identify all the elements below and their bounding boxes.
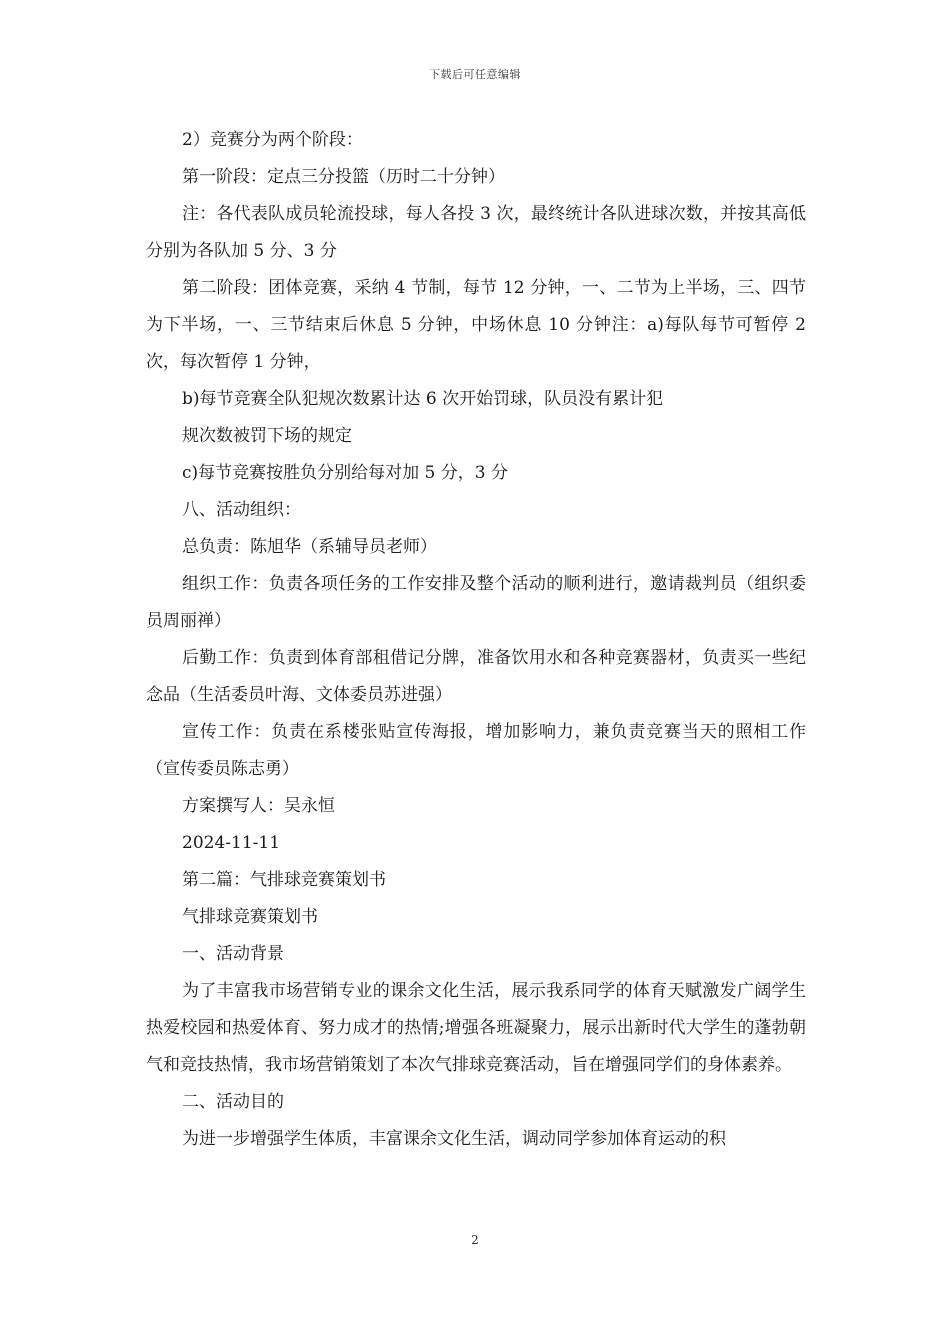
heading-background: 一、活动背景: [182, 944, 284, 964]
paragraph-stage-one-note: 注：各代表队成员轮流投球，每人各投 3 次，最终统计各队进球次数，并按其高低分别为各队加 5 分、3 分: [146, 204, 806, 261]
paragraph-lead: 总负责：陈旭华（系辅导员老师）: [182, 537, 437, 557]
paragraph-publicity: 宣传工作：负责在系楼张贴宣传海报，增加影响力，兼负责竞赛当天的照相工作（宣传委员陈志勇）: [146, 722, 806, 779]
paragraph-rule-b: b)每节竞赛全队犯规次数累计达 6 次开始罚球，队员没有累计犯: [182, 389, 664, 409]
paragraph-stages-intro: 2）竞赛分为两个阶段：: [182, 130, 363, 150]
paragraph-logistics: 后勤工作：负责到体育部租借记分牌，准备饮用水和各种竞赛器材，负责买一些纪念品（生活委员叶海、文体委员苏进强）: [146, 648, 806, 705]
heading-organization: 八、活动组织：: [182, 500, 301, 520]
paragraph-background: 为了丰富我市场营销专业的课余文化生活，展示我系同学的体育天赋激发广阔学生热爱校园和热爱体育、努力成才的热情;增强各班凝聚力，展示出新时代大学生的蓬勃朝气和竞技热情，我市场营销策划了本次气排球竞赛活动，旨在增强同学们的身体素养。: [146, 981, 806, 1075]
heading-part-two: 第二篇：气排球竞赛策划书: [182, 870, 386, 890]
page-header: 下载后可任意编辑: [429, 68, 521, 81]
paragraph-rule-c: c)每节竞赛按胜负分别给每对加 5 分，3 分: [182, 463, 508, 483]
paragraph-organizing: 组织工作：负责各项任务的工作安排及整个活动的顺利进行，邀请裁判员（组织委员周丽禅）: [146, 574, 806, 631]
paragraph-purpose: 为进一步增强学生体质，丰富课余文化生活，调动同学参加体育运动的积: [182, 1129, 726, 1149]
page-number: 2: [471, 1233, 479, 1247]
heading-plan-title: 气排球竞赛策划书: [182, 907, 318, 927]
paragraph-stage-one: 第一阶段：定点三分投篮（历时二十分钟）: [182, 167, 505, 187]
paragraph-author: 方案撰写人：吴永恒: [182, 796, 335, 816]
heading-purpose: 二、活动目的: [182, 1092, 284, 1112]
paragraph-stage-two: 第二阶段：团体竞赛，采纳 4 节制，每节 12 分钟，一、二节为上半场，三、四节为下半场，一、三节结束后休息 5 分钟，中场休息 10 分钟注：a)每队每节可暂停 2 次，每次暂停 1 分钟，: [146, 278, 806, 372]
paragraph-date: 2024-11-11: [182, 833, 281, 853]
paragraph-rule-b-cont: 规次数被罚下场的规定: [182, 426, 352, 446]
document-body: [146, 122, 806, 1158]
